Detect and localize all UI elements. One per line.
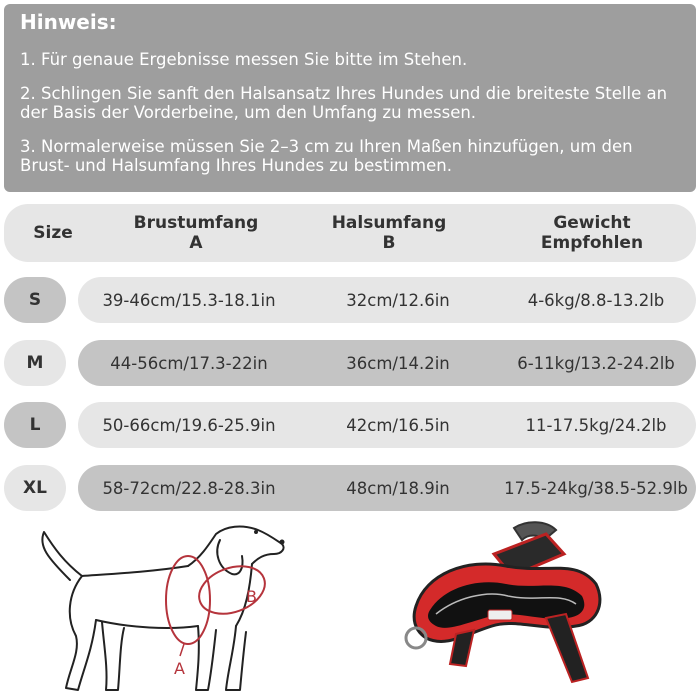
size-badge-m: M	[4, 340, 66, 386]
header-weight-line1: Gewicht	[553, 213, 631, 233]
label-a: A	[174, 659, 185, 678]
header-neck-line1: Halsumfang	[331, 213, 447, 233]
table-row	[78, 465, 696, 511]
weight-cell: 4-6kg/8.8-13.2lb	[527, 290, 665, 310]
chest-cell: 50-66cm/19.6-25.9in	[102, 415, 276, 435]
note-line-1: 1. Für genaue Ergebnisse messen Sie bitte im Stehen.	[20, 50, 468, 69]
dog-measurement-illustration	[20, 518, 300, 698]
size-badge-xl: XL	[4, 465, 66, 511]
table-row	[78, 340, 696, 386]
header-chest-line1: Brustumfang	[133, 213, 259, 233]
hinweis-panel	[4, 4, 696, 192]
size-badge-l: L	[4, 402, 66, 448]
neck-cell: 36cm/14.2in	[346, 353, 450, 373]
size-badge-s: S	[4, 277, 66, 323]
chest-cell: 44-56cm/17.3-22in	[110, 353, 268, 373]
header-chest	[106, 213, 286, 253]
header-weight-line2: Empfohlen	[540, 233, 644, 253]
dog-harness-image	[396, 514, 626, 694]
note-title: Hinweis:	[20, 10, 117, 34]
header-size: Size	[33, 223, 73, 243]
chest-cell: 39-46cm/15.3-18.1in	[102, 290, 276, 310]
header-neck	[294, 213, 484, 253]
note-line-2: 2. Schlingen Sie sanft den Halsansatz Ihres Hundes und die breiteste Stelle an der Basis der Vorderbeine, um den Umfang zu messen.	[20, 84, 668, 122]
table-row	[78, 402, 696, 448]
header-chest-line2: A	[189, 233, 203, 253]
neck-cell: 48cm/18.9in	[346, 478, 450, 498]
header-weight	[492, 213, 692, 253]
neck-cell: 42cm/16.5in	[346, 415, 450, 435]
chest-cell: 58-72cm/22.8-28.3in	[102, 478, 276, 498]
label-b: B	[246, 587, 257, 606]
note-line-3: 3. Normalerweise müssen Sie 2–3 cm zu Ihren Maßen hinzufügen, um den Brust- und Halsumfang Ihres Hundes zu bestimmen.	[20, 137, 633, 175]
weight-cell: 6-11kg/13.2-24.2lb	[517, 353, 675, 373]
table-row	[78, 277, 696, 323]
neck-cell: 32cm/12.6in	[346, 290, 450, 310]
header-neck-line2: B	[382, 233, 396, 253]
weight-cell: 17.5-24kg/38.5-52.9lb	[504, 478, 688, 498]
table-header	[4, 204, 696, 262]
weight-cell: 11-17.5kg/24.2lb	[525, 415, 667, 435]
